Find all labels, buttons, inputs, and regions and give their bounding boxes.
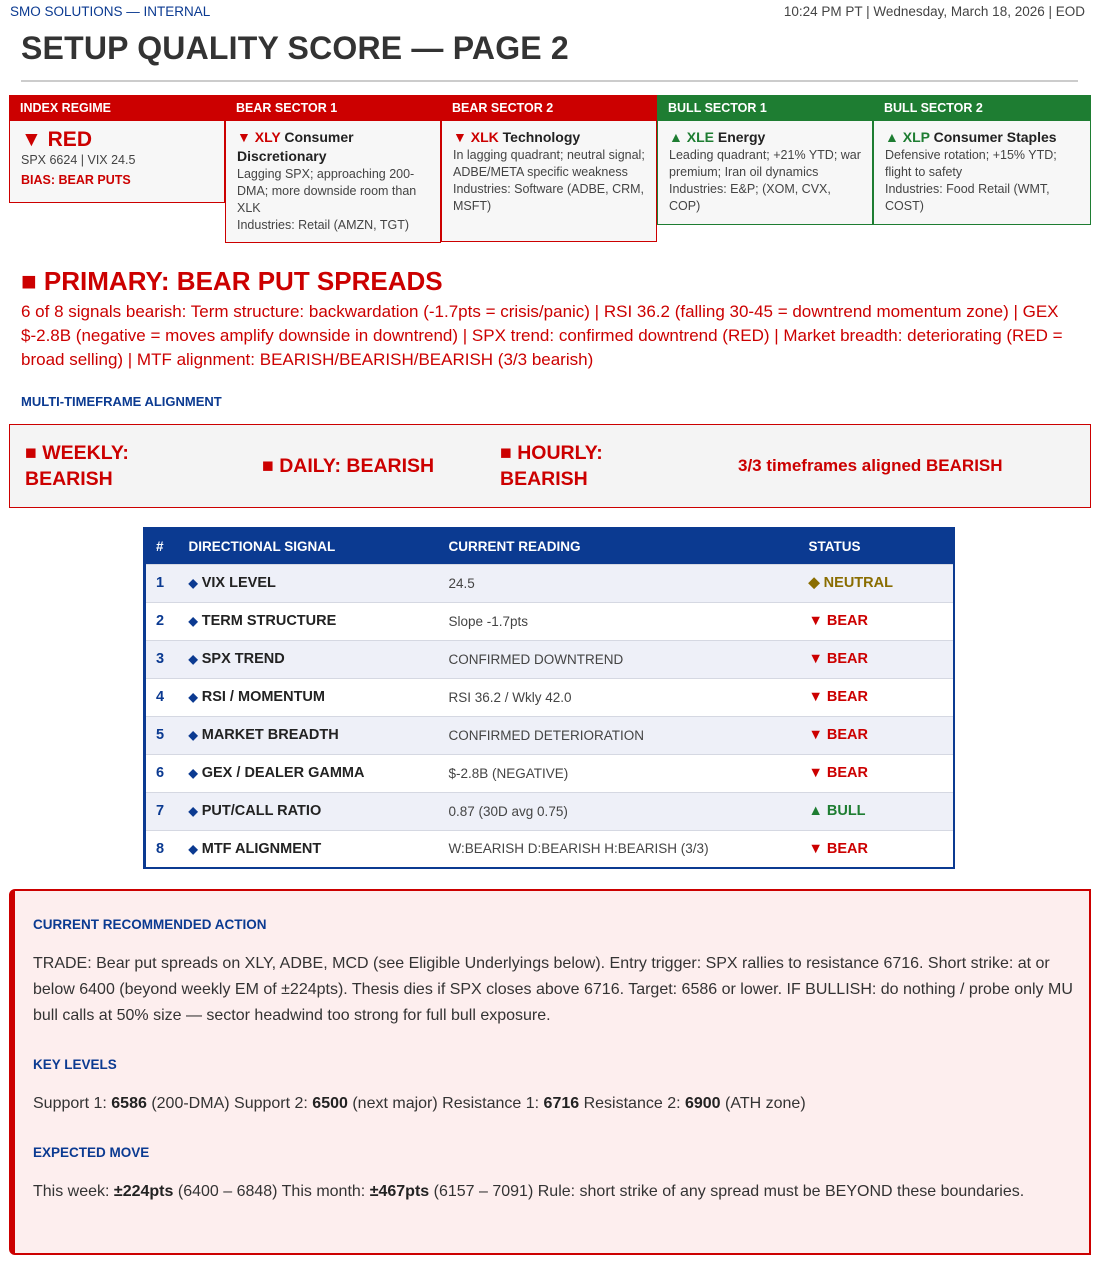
monthly-em-value: ±467pts	[369, 1183, 430, 1200]
signal-name: RSI / MOMENTUM	[201, 689, 325, 705]
sector-ticker: XLK	[470, 129, 499, 145]
diamond-icon: ◆	[188, 841, 198, 856]
diamond-icon: ◆	[188, 766, 198, 780]
status-badge: ▼ BEAR	[799, 640, 955, 678]
index-regime-card	[9, 95, 225, 203]
table-header-row	[145, 528, 955, 564]
sector-title: ▲ XLP Consumer Staples	[885, 129, 1057, 145]
signal-reading: Slope -1.7pts	[439, 602, 799, 640]
weekly-em-value: ±224pts	[113, 1183, 174, 1200]
diamond-icon: ◆	[188, 728, 198, 742]
signal-reading: CONFIRMED DOWNTREND	[439, 640, 799, 678]
sector-industries: Industries: Food Retail (WMT, COST)	[885, 182, 1050, 213]
row-num: 6	[145, 754, 179, 792]
top-bar	[10, 4, 1085, 20]
row-num: 2	[145, 602, 179, 640]
bull-sector-1-card	[657, 95, 873, 225]
expected-move-label: EXPECTED MOVE	[33, 1145, 150, 1160]
down-triangle-icon: ▼	[21, 128, 42, 151]
col-header-num: #	[145, 528, 179, 564]
table-row	[145, 754, 955, 792]
bear-sector-2-card	[441, 95, 657, 242]
signal-reading: $-2.8B (NEGATIVE)	[439, 754, 799, 792]
signal-reading: 24.5	[439, 564, 799, 602]
status-badge: ▼ BEAR	[799, 830, 955, 868]
sector-ticker: XLE	[686, 129, 714, 145]
status-badge: ▲ BULL	[799, 792, 955, 830]
timestamp: 10:24 PM PT | Wednesday, March 18, 2026 | EOD	[783, 4, 1085, 19]
action-label: CURRENT RECOMMENDED ACTION	[33, 917, 267, 932]
key-levels-label: KEY LEVELS	[33, 1057, 117, 1072]
diamond-icon: ◆	[188, 614, 198, 628]
diamond-icon: ◆	[188, 652, 198, 666]
mtf-weekly: ■ WEEKLY: BEARISH	[25, 442, 129, 490]
action-text: TRADE: Bear put spreads on XLY, ADBE, MCD (see Eligible Underlyings below). Entry trigger: SPX rallies to resistance 6716. Short strike: at or below 6400 (beyond weekly EM of ±224pts). Thesis dies if SPX closes above 6716. Target: 6586 or lower. IF BULLISH: do nothing / probe only MU bull calls at 50% size — sector headwind too strong for full bull exposure.	[33, 955, 1073, 1024]
row-num: 3	[145, 640, 179, 678]
sector-desc: Leading quadrant; +21% YTD; war premium; Iran oil dynamics	[669, 148, 861, 179]
mtf-daily: ■ DAILY: BEARISH	[262, 455, 435, 477]
mtf-section-label: MULTI-TIMEFRAME ALIGNMENT	[21, 394, 222, 409]
sector-desc: Lagging SPX; approaching 200-DMA; more downside room than XLK	[237, 167, 417, 215]
col-header-reading: CURRENT READING	[439, 528, 799, 564]
primary-strategy-desc: 6 of 8 signals bearish: Term structure: backwardation (-1.7pts = crisis/panic) | RSI 36.2 (falling 30-45 = downtrend momentum zone) | GEX $-2.8B (negative = moves amplify downside in downtrend) | SPX trend: confirmed downtrend (RED) | Market breadth: deteriorating (RED = broad selling) | MTF alignment: BEARISH/BEARISH/BEARISH (3/3 bearish)	[21, 302, 1063, 369]
row-num: 4	[145, 678, 179, 716]
signal-reading: RSI 36.2 / Wkly 42.0	[439, 678, 799, 716]
bear-sector-1-header: BEAR SECTOR 1	[225, 95, 441, 121]
bull-sector-1-header: BULL SECTOR 1	[657, 95, 873, 121]
mtf-hourly: ■ HOURLY: BEARISH	[500, 442, 603, 490]
status-badge: ◆ NEUTRAL	[799, 564, 955, 602]
sector-ticker: XLP	[902, 129, 930, 145]
diamond-icon: ◆	[188, 804, 198, 818]
sector-desc: In lagging quadrant; neutral signal; ADBE/META specific weakness	[453, 148, 645, 179]
org-label: SMO SOLUTIONS — INTERNAL	[10, 4, 211, 19]
index-regime-header: INDEX REGIME	[9, 95, 225, 121]
resistance-1-value: 6716	[543, 1095, 580, 1112]
down-triangle-icon: ▼	[453, 129, 467, 145]
signal-name: SPX TREND	[201, 651, 285, 667]
sector-industries: Industries: Software (ADBE, CRM, MSFT)	[453, 182, 645, 213]
page-title: SETUP QUALITY SCORE — PAGE 2	[21, 30, 569, 66]
signal-name: TERM STRUCTURE	[201, 613, 337, 629]
down-triangle-icon: ▼	[237, 129, 251, 145]
key-levels-text: Support 1: 6586 (200-DMA) Support 2: 6500 (next major) Resistance 1: 6716 Resistance 2: 6900 (ATH zone)	[33, 1095, 806, 1112]
primary-strategy-title: ■ PRIMARY: BEAR PUT SPREADS	[21, 266, 443, 296]
status-badge: ▼ BEAR	[799, 678, 955, 716]
table-row	[145, 792, 955, 830]
signal-name: MARKET BREADTH	[201, 727, 339, 743]
table-row	[145, 830, 955, 868]
status-badge: ▼ BEAR	[799, 602, 955, 640]
signal-name: GEX / DEALER GAMMA	[201, 765, 365, 781]
sector-desc: Defensive rotation; +15% YTD; flight to safety	[885, 148, 1057, 179]
signal-name: VIX LEVEL	[201, 575, 276, 591]
row-num: 7	[145, 792, 179, 830]
sector-title: ▼ XLK Technology	[453, 129, 581, 145]
sector-industries: Industries: Retail (AMZN, TGT)	[237, 218, 410, 232]
signal-reading: W:BEARISH D:BEARISH H:BEARISH (3/3)	[439, 830, 799, 868]
signal-reading: 0.87 (30D avg 0.75)	[439, 792, 799, 830]
up-triangle-icon: ▲	[669, 129, 683, 145]
col-header-signal: DIRECTIONAL SIGNAL	[179, 528, 439, 564]
mtf-summary: 3/3 timeframes aligned BEARISH	[738, 456, 1003, 475]
table-row	[145, 602, 955, 640]
table-row	[145, 678, 955, 716]
bull-sector-2-header: BULL SECTOR 2	[873, 95, 1091, 121]
support-1-value: 6586	[111, 1095, 147, 1112]
up-triangle-icon: ▲	[885, 129, 899, 145]
table-row	[145, 640, 955, 678]
support-2-value: 6500	[312, 1095, 348, 1112]
row-num: 1	[145, 564, 179, 602]
directional-signal-table	[143, 527, 955, 869]
row-num: 5	[145, 716, 179, 754]
regime-bias: BIAS: BEAR PUTS	[21, 173, 131, 187]
table-row	[145, 716, 955, 754]
signal-reading: CONFIRMED DETERIORATION	[439, 716, 799, 754]
table-row	[145, 564, 955, 602]
sector-ticker: XLY	[254, 129, 281, 145]
title-divider	[21, 80, 1078, 82]
signal-name: PUT/CALL RATIO	[201, 803, 322, 819]
bear-sector-2-header: BEAR SECTOR 2	[441, 95, 657, 121]
signal-name: MTF ALIGNMENT	[201, 840, 322, 857]
status-badge: ▼ BEAR	[799, 716, 955, 754]
diamond-icon: ◆	[188, 690, 198, 704]
sector-title: ▲ XLE Energy	[669, 129, 766, 145]
sector-title: ▼ XLY Consumer Discretionary	[237, 129, 354, 164]
bear-sector-1-card	[225, 95, 441, 243]
expected-move-text: This week: ±224pts (6400 – 6848) This month: ±467pts (6157 – 7091) Rule: short strike of any spread must be BEYOND these boundaries.	[33, 1183, 1025, 1200]
mtf-alignment-panel	[9, 424, 1091, 508]
regime-value: ▼ RED	[21, 128, 92, 151]
sector-industries: Industries: E&P; (XOM, CVX, COP)	[669, 182, 831, 213]
row-num: 8	[145, 830, 179, 868]
diamond-icon: ◆	[188, 576, 198, 590]
recommended-action-panel	[9, 889, 1091, 1255]
col-header-status: STATUS	[799, 528, 955, 564]
bull-sector-2-card	[873, 95, 1091, 225]
resistance-2-value: 6900	[684, 1095, 721, 1112]
regime-detail: SPX 6624 | VIX 24.5	[21, 153, 136, 167]
status-badge: ▼ BEAR	[799, 754, 955, 792]
